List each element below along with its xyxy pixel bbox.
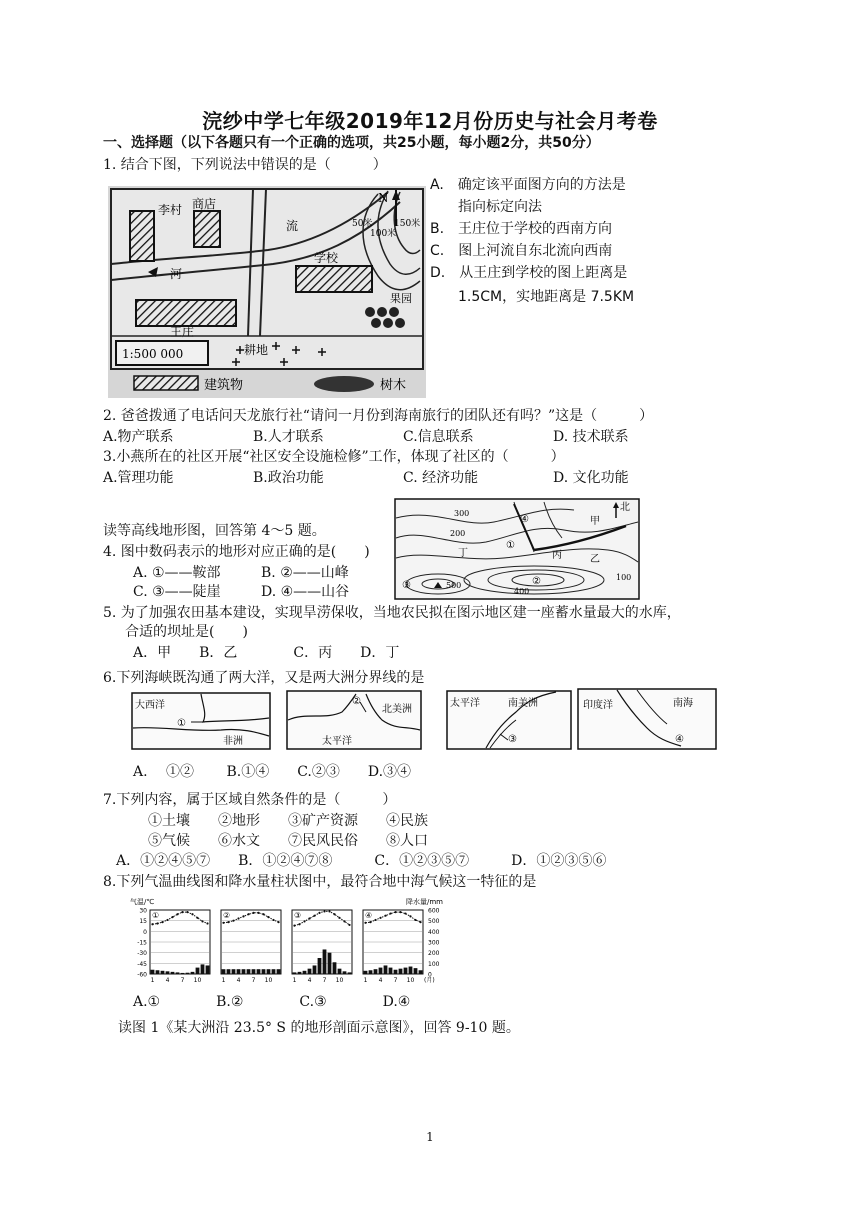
- q45-intro: 读等高线地形图，回答第 4～5 题。: [103, 523, 326, 539]
- right-tick-label: 500: [428, 918, 440, 926]
- q4-option-d: D. ④——山谷: [261, 584, 350, 600]
- q1-plan-map: [108, 186, 426, 398]
- right-tick-label: 100: [428, 960, 440, 968]
- precip-bar: [247, 969, 251, 974]
- q7-stem: 7.下列内容，属于区域自然条件的是（ ）: [103, 792, 397, 808]
- map-label-school: 学校: [314, 251, 339, 265]
- label-pacific-1: 太平洋: [322, 736, 352, 747]
- label-pacific-2: 太平洋: [450, 698, 480, 709]
- label-n1: ①: [506, 540, 515, 551]
- left-tick-label: -15: [137, 939, 147, 947]
- panel-label: ①: [152, 911, 160, 920]
- q1-option-d-cont: 1.5CM，实地距离是 7.5KM: [458, 289, 635, 305]
- precip-bar: [272, 969, 276, 974]
- x-tick-label: 7: [180, 977, 185, 984]
- precip-bar: [348, 972, 352, 974]
- precip-bar: [206, 965, 210, 974]
- precip-bar: [389, 968, 393, 974]
- precip-bar: [252, 969, 256, 974]
- precip-bar: [308, 969, 312, 974]
- label-south-china-sea: 南海: [673, 698, 693, 709]
- precip-bar: [222, 969, 226, 974]
- label-south-america: 南美洲: [508, 698, 538, 709]
- q2-option-c: C.信息联系: [403, 429, 474, 445]
- q1-stem: 1. 结合下图，下列说法中错误的是（ ）: [103, 157, 387, 173]
- precip-bar: [176, 972, 180, 974]
- precip-bar: [364, 971, 368, 974]
- label-jia: 甲: [590, 516, 600, 527]
- contour-label-500: 500: [446, 581, 462, 590]
- strait-map-2: [286, 690, 422, 750]
- strait-map-4: [577, 688, 717, 750]
- label-n4: ④: [520, 514, 529, 525]
- map-scale: 1:500 000: [122, 347, 184, 361]
- precip-bar: [201, 964, 205, 974]
- map-label-flow: 流: [286, 219, 299, 233]
- label-n1b: ②: [532, 576, 541, 587]
- precip-bar: [409, 967, 413, 974]
- precip-bar: [171, 972, 175, 974]
- q3-option-c: C. 经济功能: [403, 470, 479, 486]
- x-tick-label: 10: [335, 977, 344, 984]
- q6-options: A. ①② B.①④ C.②③ D.③④: [133, 764, 412, 780]
- precip-bar: [298, 972, 302, 974]
- left-tick-label: -30: [137, 950, 147, 958]
- q3-option-b: B.政治功能: [253, 470, 324, 486]
- label-n3: ③: [402, 580, 411, 591]
- precip-bar: [277, 969, 281, 974]
- contour-north: 北: [620, 502, 630, 513]
- precip-bar: [419, 970, 423, 974]
- q2-option-d: D. 技术联系: [553, 429, 629, 445]
- section-heading: 一、选择题（以下各题只有一个正确的选项，共25小题，每小题2分，共50分）: [103, 135, 600, 151]
- climate-charts: [130, 896, 444, 986]
- precip-bar: [242, 969, 246, 974]
- precip-bar: [156, 970, 160, 974]
- precip-bar: [196, 968, 200, 974]
- x-tick-label: 1: [292, 977, 297, 984]
- precip-bar: [369, 970, 373, 974]
- label-indian-ocean: 印度洋: [583, 700, 613, 711]
- precip-bar: [404, 968, 408, 974]
- x-tick-label: 1: [363, 977, 368, 984]
- label-africa: 非洲: [223, 736, 243, 747]
- precip-bar: [151, 970, 155, 974]
- x-tick-label: 10: [193, 977, 202, 984]
- q8-stem: 8.下列气温曲线图和降水量柱状图中，最符合地中海气候这一特征的是: [103, 874, 537, 890]
- q1-option-a-cont: 指向标定向法: [458, 199, 542, 215]
- x-tick-label: 7: [322, 977, 327, 984]
- q45-contour-map: [394, 498, 640, 600]
- contour-150: 150米: [394, 219, 421, 229]
- precip-bar: [191, 972, 195, 974]
- precip-bar: [267, 969, 271, 974]
- q7-items-row1: ①土壤 ②地形 ③矿产资源 ④民族: [148, 813, 428, 829]
- ylabel-left: 气温/℃: [130, 898, 155, 906]
- q4-option-a: A. ①——鞍部: [133, 565, 221, 581]
- precip-bar: [303, 971, 307, 974]
- contour-100: 100米: [370, 229, 397, 239]
- precip-bar: [379, 968, 383, 974]
- q2-option-b: B.人才联系: [253, 429, 324, 445]
- x-tick-label: 4: [307, 977, 312, 984]
- label-strait-2: ②: [352, 696, 361, 707]
- precip-bar: [186, 973, 190, 974]
- precip-bar: [323, 949, 327, 974]
- q5-stem: 5. 为了加强农田基本建设，实现旱涝保收，当地农民拟在图示地区建一座蓄水量最大的水库，: [103, 605, 681, 621]
- q7-options: A．①②④⑤⑦ B．①②④⑦⑧ C．①②③⑤⑦ D．①②③⑤⑥: [116, 853, 607, 869]
- x-tick-label: 7: [251, 977, 256, 984]
- contour-label-200: 200: [450, 529, 466, 538]
- label-strait-4: ④: [675, 734, 684, 745]
- precip-bar: [384, 965, 388, 974]
- left-tick-label: 30: [139, 907, 147, 915]
- precip-bar: [374, 969, 378, 974]
- x-tick-label: 4: [165, 977, 170, 984]
- map-label-li-village: 李村: [158, 203, 183, 217]
- q2-option-a: A.物产联系: [103, 429, 174, 445]
- q2-stem: 2. 爸爸拨通了电话问天龙旅行社“请问一月份到海南旅行的团队还有吗？”这是（ ）: [103, 408, 654, 424]
- precip-bar: [181, 973, 185, 974]
- q3-option-d: D. 文化功能: [553, 470, 629, 486]
- precip-bar: [399, 969, 403, 974]
- right-tick-label: 200: [428, 950, 440, 958]
- map-label-farmland: 耕地: [244, 343, 269, 357]
- panel-label: ③: [294, 911, 302, 920]
- q4-option-b: B. ②——山峰: [261, 565, 349, 581]
- map-label-shop: 商店: [192, 197, 217, 211]
- label-bing: 丙: [552, 550, 562, 561]
- precip-bar: [262, 969, 266, 974]
- q1-option-c: C. 图上河流自东北流向西南: [430, 243, 613, 259]
- x-tick-label: 4: [236, 977, 241, 984]
- q3-stem: 3.小燕所在的社区开展“社区安全设施检修”工作，体现了社区的（ ）: [103, 449, 565, 465]
- contour-label-100: 100: [616, 573, 632, 582]
- li-village-building: [130, 211, 154, 261]
- contour-50: 50米: [352, 219, 373, 229]
- panel-label: ④: [365, 911, 373, 920]
- page-number: 1: [426, 1130, 434, 1144]
- precip-bar: [414, 968, 418, 974]
- precip-bar: [343, 971, 347, 974]
- q4-option-c: C. ③——陡崖: [133, 584, 221, 600]
- contour-label-300: 300: [454, 509, 470, 518]
- precip-bar: [333, 962, 337, 974]
- precip-bar: [232, 969, 236, 974]
- legend-building-label: 建筑物: [204, 378, 244, 393]
- strait-map-3: [446, 690, 572, 750]
- x-unit-label: (月): [424, 977, 435, 984]
- label-strait-3: ③: [508, 734, 517, 745]
- right-tick-label: 300: [428, 939, 440, 947]
- x-tick-label: 4: [378, 977, 383, 984]
- ylabel-right: 降水量/mm: [406, 898, 443, 906]
- q6-stem: 6.下列海峡既沟通了两大洋，又是两大洲分界线的是: [103, 670, 425, 686]
- wangzhuang-building: [136, 300, 236, 326]
- q3-option-a: A.管理功能: [103, 470, 174, 486]
- contour-label-400: 400: [514, 587, 530, 596]
- label-atlantic: 大西洋: [135, 700, 165, 711]
- map-label-orchard: 果园: [390, 292, 412, 305]
- shop-building: [194, 211, 220, 247]
- x-tick-label: 7: [393, 977, 398, 984]
- left-tick-label: 15: [139, 918, 147, 926]
- precip-bar: [338, 969, 342, 974]
- temp-point: [348, 924, 350, 926]
- precip-bar: [161, 971, 165, 974]
- next-instruction: 读图 1《某大洲沿 23.5° S 的地形剖面示意图》，回答 9-10 题。: [118, 1020, 520, 1036]
- x-tick-label: 10: [264, 977, 273, 984]
- map-label-wangzhuang: 王庄: [170, 325, 195, 339]
- right-tick-label: 600: [428, 907, 440, 915]
- label-ding: 丁: [458, 548, 468, 559]
- label-yi: 乙: [590, 554, 600, 565]
- page-title: 浣纱中学七年级2019年12月份历史与社会月考卷: [202, 109, 658, 133]
- precip-bar: [318, 958, 322, 974]
- legend-tree-label: 树木: [380, 378, 407, 393]
- x-tick-label: 10: [406, 977, 415, 984]
- q8-options: A.① B.② C.③ D.④: [133, 994, 411, 1010]
- map-label-river: 河: [170, 267, 183, 281]
- x-tick-label: 1: [150, 977, 155, 984]
- precip-bar: [227, 969, 231, 974]
- label-north-america: 北美洲: [382, 704, 412, 715]
- q1-option-b: B. 王庄位于学校的西南方向: [430, 221, 613, 237]
- precip-bar: [328, 953, 332, 974]
- left-tick-label: -45: [137, 960, 147, 968]
- x-tick-label: 1: [221, 977, 226, 984]
- strait-map-1: [131, 692, 271, 750]
- label-strait-1: ①: [177, 718, 186, 729]
- precip-bar: [257, 969, 261, 974]
- q7-items-row2: ⑤气候 ⑥水文 ⑦民风民俗 ⑧人口: [148, 833, 428, 849]
- map-north: N: [378, 191, 389, 205]
- q5-stem-cont: 合适的坝址是( ): [125, 624, 248, 640]
- q4-stem: 4. 图中数码表示的地形对应正确的是( ): [103, 544, 370, 560]
- precip-bar: [237, 969, 241, 974]
- right-tick-label: 0: [428, 971, 432, 979]
- right-tick-label: 400: [428, 928, 440, 936]
- precip-bar: [394, 970, 398, 974]
- left-tick-label: 0: [143, 928, 147, 936]
- q5-options: A．甲 B．乙 C．丙 D．丁: [133, 645, 400, 661]
- precip-bar: [293, 972, 297, 974]
- precip-bar: [313, 965, 317, 974]
- school-building: [296, 266, 372, 292]
- q1-option-d: D. 从王庄到学校的图上距离是: [430, 265, 628, 281]
- left-tick-label: -60: [137, 971, 147, 979]
- precip-bar: [166, 971, 170, 974]
- q1-option-a: A. 确定该平面图方向的方法是: [430, 177, 626, 193]
- panel-label: ②: [223, 911, 231, 920]
